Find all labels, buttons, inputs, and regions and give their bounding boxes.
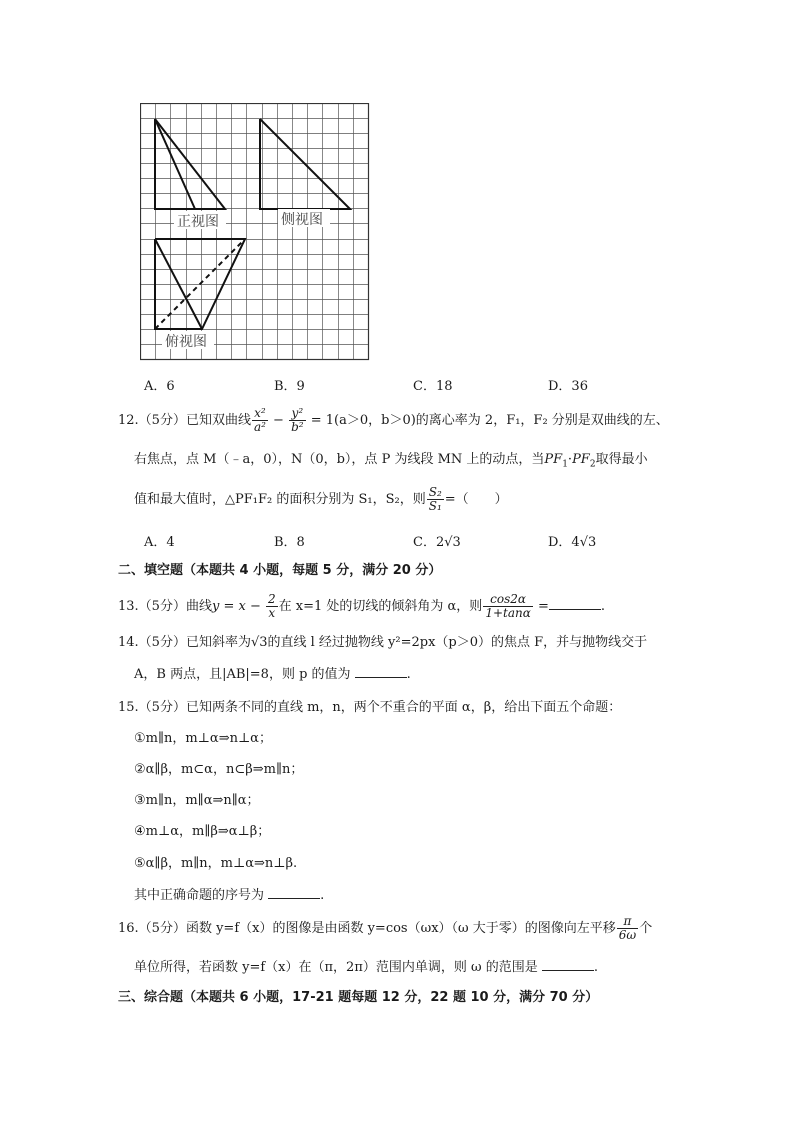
q15-item-3: ③m∥n，m∥α⇒n∥α； (134, 793, 260, 808)
q16-line1-tail: 个 (639, 921, 653, 936)
q16-line1-text: 16.（5分）函数 y=f（x）的图像是由函数 y=cos（ωx）（ω 大于零）的图像向左平移 (118, 921, 616, 936)
front-view-shape (155, 119, 225, 209)
q12-option-a: A．4 (144, 535, 175, 550)
q12-line3-tail: =（ ） (444, 492, 508, 507)
q12-option-b: B．8 (274, 535, 305, 550)
q12-option-d: D．4√3 (548, 535, 597, 550)
q15-item-5: ⑤α∥β，m∥n，m⊥α⇒n⊥β. (134, 856, 298, 871)
q12-eq: = 1( (310, 413, 340, 428)
q12-line2-tail: 取得最小 (595, 452, 648, 467)
q14-line2-text: A，B 两点，且|AB|=8，则 p 的值为 (134, 667, 351, 682)
q14-line1: 14.（5分）已知斜率为√3的直线 l 经过抛物线 y²=2px（p＞0）的焦点 F，并与抛物线交于 (118, 635, 648, 650)
q15-item-4: ④m⊥α，m∥β⇒α⊥β； (134, 824, 271, 839)
q15-answer-line (134, 886, 324, 905)
q12-line2-text: 右焦点，点 M（﹣a，0），N（0，b），点 P 为线段 MN 上的动点，当 (134, 452, 545, 467)
q15-item-2: ②α∥β，m⊂α，n⊂β⇒m∥n； (134, 762, 304, 777)
q13-answer-blank[interactable] (549, 597, 601, 610)
top-view-label: 俯视图 (165, 334, 207, 350)
q12-line2: 右焦点，点 M（﹣a，0），N（0，b），点 P 为线段 MN 上的动点，当$PF_1\cdot PF_2$取得最小 (134, 452, 648, 470)
side-view-shape (260, 119, 350, 209)
q15-line1: 15.（5分）已知两条不同的直线 m，n，两个不重合的平面 α，β，给出下面五个命题： (118, 700, 622, 715)
q15-answer-text: 其中正确命题的序号为 (134, 888, 265, 903)
q15-tail: . (320, 888, 325, 903)
q13-mid: 在 x=1 处的切线的倾斜角为 α，则 (278, 599, 483, 614)
q11-option-b: B．9 (274, 379, 305, 394)
grid (140, 103, 369, 360)
q15-answer-blank[interactable] (268, 886, 320, 899)
q16-line1: 16.（5分）函数 y=f（x）的图像是由函数 y=cos（ωx）（ω 大于零）的图像向左平移 $\frac{\pi}{6\omega}$ 个 (118, 914, 653, 942)
q16-line2-text: 单位所得，若函数 y=f（x）在（π，2π）范围内单调，则 ω 的范围是 (134, 960, 538, 975)
q11-option-c: C．18 (413, 379, 453, 394)
front-view-label: 正视图 (177, 214, 219, 230)
section-2-heading: 二、填空题（本题共 4 小题，每题 5 分，满分 20 分） (118, 563, 442, 578)
q16-tail: . (593, 960, 599, 975)
q14-tail: . (406, 667, 411, 682)
q11-option-d: D．36 (548, 379, 588, 394)
three-view-figure (140, 103, 370, 361)
q12-option-c: C．2√3 (413, 535, 461, 550)
q16-answer-blank[interactable] (542, 958, 594, 971)
q12-line3: 值和最大值时，△PF₁F₂ 的面积分别为 S₁，S₂，则 $\frac{\text{S₂}}{\text{S₁}}$ =（ ） (134, 485, 508, 513)
q16-line2 (134, 958, 598, 977)
q12-prefix: 12.（5分）已知双曲线 (118, 413, 251, 428)
q11-option-a: A．6 (144, 379, 175, 394)
q13-line: 13.（5分）曲线y = x − $\frac{2}{x}$ 在 x=1 处的切线的倾斜角为 α，则 $\frac{\cos 2\alpha}{1+\tan\alpha}$ = . (118, 592, 605, 620)
q12-cond: a＞0，b＞0)的离心率为 2，F₁，F₂ 分别是双曲线的左、 (339, 413, 669, 428)
q15-item-1: ①m∥n，m⊥α⇒n⊥α； (134, 731, 272, 746)
section-3-heading: 三、综合题（本题共 6 小题，17-21 题每题 12 分，22 题 10 分，满分 70 分） (118, 990, 599, 1005)
q13-tail: . (600, 599, 605, 614)
q14-answer-blank[interactable] (355, 665, 407, 678)
side-view-label: 侧视图 (281, 212, 323, 228)
q14-line2 (134, 665, 411, 684)
q12-line3-text: 值和最大值时，△PF₁F₂ 的面积分别为 S₁，S₂，则 (134, 492, 426, 507)
q12-line1: 12.（5分）已知双曲线 $\frac{\text{x²}}{\text{a²}}$ − $\frac{\text{y²}}{\text{b²}}$ = 1(a＞0，b＞0)的离心率为 2，F₁，F₂ 分别是双曲线的左、 (118, 406, 669, 434)
q13-prefix: 13.（5分）曲线 (118, 599, 212, 614)
